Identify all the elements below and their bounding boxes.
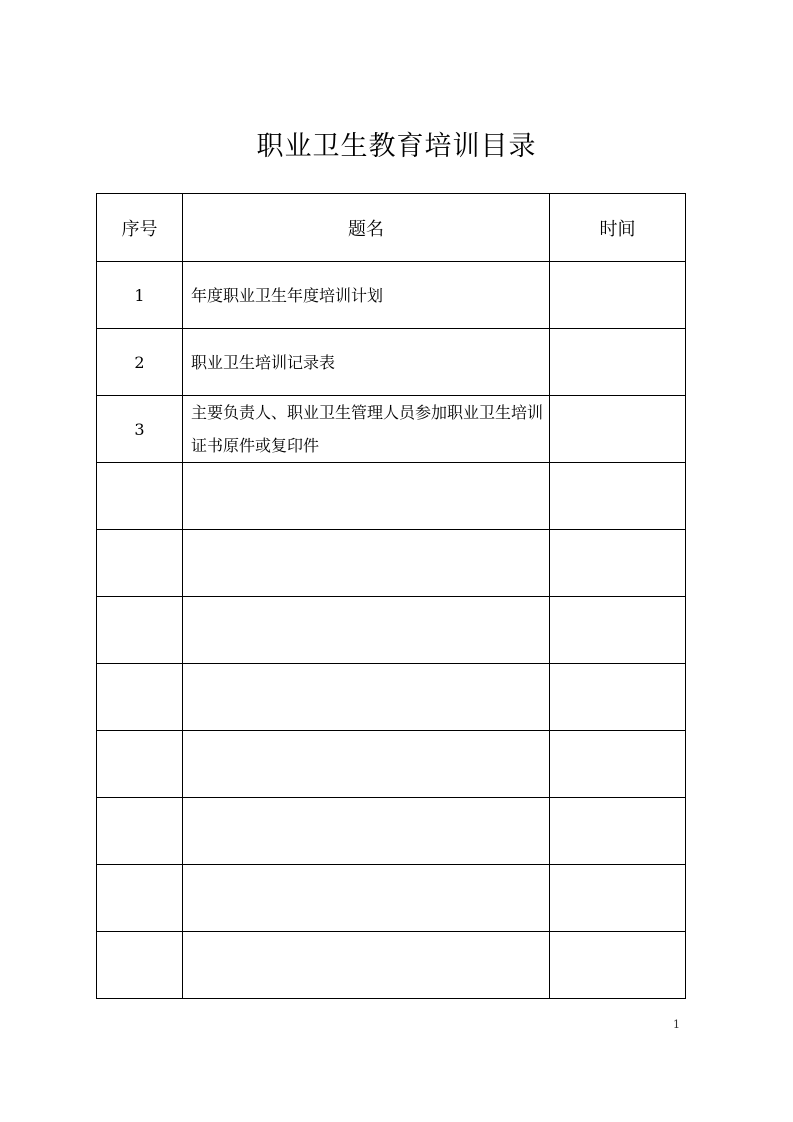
cell-serial-number (97, 731, 183, 798)
table-row (97, 664, 686, 731)
cell-serial-number: 3 (97, 396, 183, 463)
header-time: 时间 (550, 194, 686, 262)
table-row (97, 798, 686, 865)
cell-title: 职业卫生培训记录表 (183, 329, 550, 396)
cell-serial-number (97, 530, 183, 597)
cell-time (550, 262, 686, 329)
cell-title (183, 664, 550, 731)
cell-serial-number (97, 664, 183, 731)
table-row (97, 262, 686, 329)
table-row (97, 932, 686, 999)
cell-serial-number (97, 597, 183, 664)
table-row (97, 329, 686, 396)
cell-serial-number (97, 463, 183, 530)
cell-time (550, 865, 686, 932)
document-title: 职业卫生教育培训目录 (256, 131, 537, 162)
cell-title (183, 932, 550, 999)
cell-serial-number (97, 798, 183, 865)
table-row (97, 597, 686, 664)
table-row (97, 530, 686, 597)
cell-time (550, 731, 686, 798)
cell-serial-number (97, 865, 183, 932)
table-row (97, 865, 686, 932)
cell-time (550, 396, 686, 463)
table-header-row (97, 194, 686, 262)
cell-title: 主要负责人、职业卫生管理人员参加职业卫生培训证书原件或复印件 (183, 396, 550, 463)
training-catalog-table (96, 193, 686, 999)
cell-title (183, 731, 550, 798)
cell-title (183, 597, 550, 664)
cell-time (550, 932, 686, 999)
cell-title (183, 463, 550, 530)
header-title: 题名 (183, 194, 550, 262)
cell-time (550, 597, 686, 664)
cell-time (550, 530, 686, 597)
table-row (97, 463, 686, 530)
cell-serial-number (97, 932, 183, 999)
cell-time (550, 664, 686, 731)
table-row (97, 396, 686, 463)
cell-title (183, 530, 550, 597)
table-row (97, 731, 686, 798)
cell-time (550, 463, 686, 530)
cell-serial-number: 1 (97, 262, 183, 329)
cell-title (183, 865, 550, 932)
cell-title (183, 798, 550, 865)
cell-title: 年度职业卫生年度培训计划 (183, 262, 550, 329)
cell-time (550, 329, 686, 396)
cell-serial-number: 2 (97, 329, 183, 396)
cell-time (550, 798, 686, 865)
page-number: 1 (673, 1018, 680, 1031)
header-serial-number: 序号 (97, 194, 183, 262)
